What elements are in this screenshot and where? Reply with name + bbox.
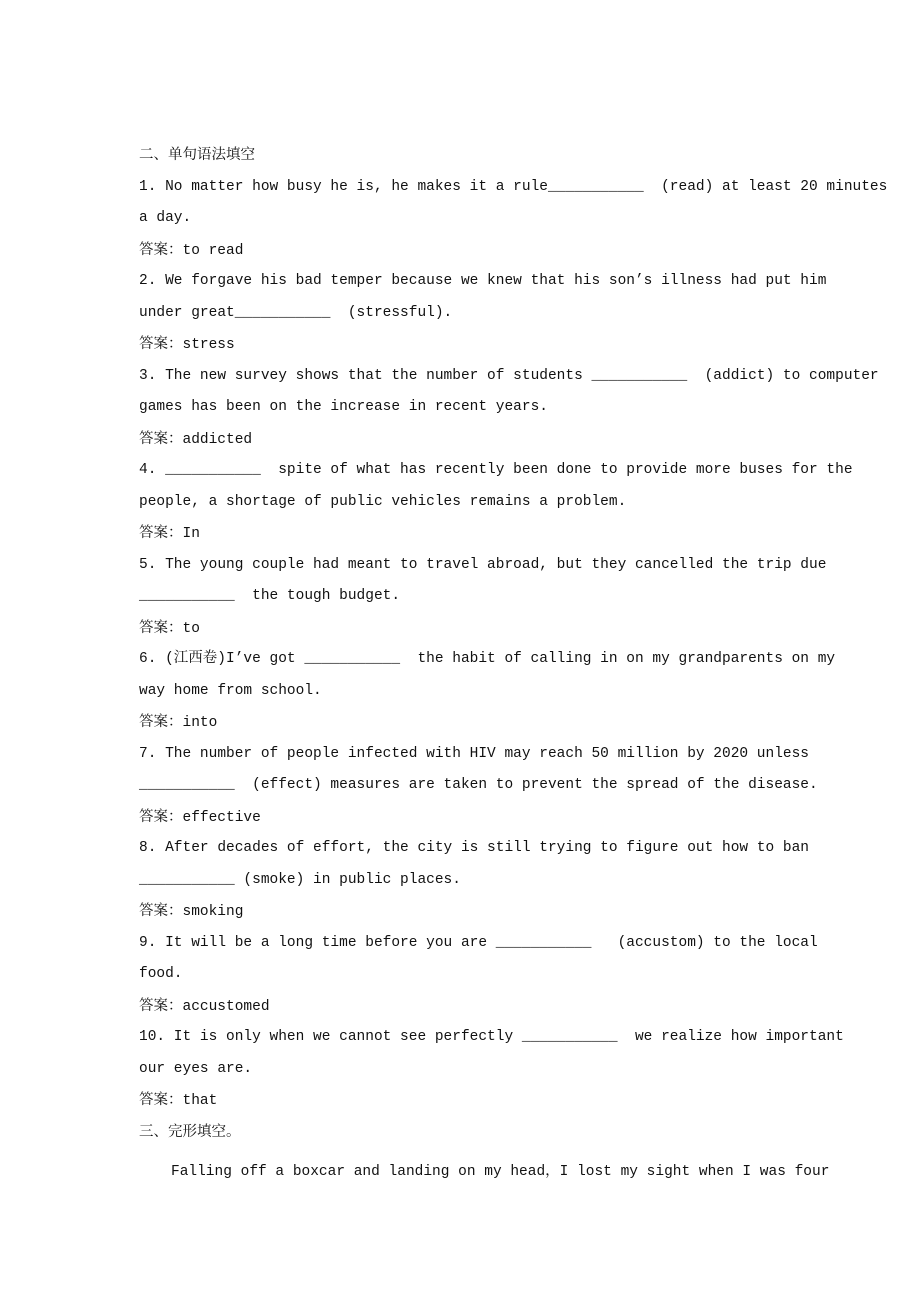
answer-value: effective xyxy=(182,809,261,826)
question-item xyxy=(139,550,839,645)
answer-label: 答案： xyxy=(139,1092,183,1108)
question-line: people, a shortage of public vehicles remains a problem. xyxy=(139,493,627,510)
question-line: ___________ (effect) measures are taken to prevent the spread of the disease. xyxy=(139,777,818,793)
question-item xyxy=(139,1022,844,1117)
answer-label: 答案： xyxy=(139,714,183,730)
answer-label: 答案： xyxy=(139,525,183,541)
answer-value: to xyxy=(182,620,200,637)
question-item xyxy=(139,172,888,267)
answer-value: addicted xyxy=(182,431,253,448)
answer-line xyxy=(139,518,839,550)
question-line: ___________ (smoke) in public places. xyxy=(139,871,461,888)
question-line: 9. It will be a long time before you are ___________ (accustom) to the local xyxy=(139,934,818,951)
answer-line xyxy=(139,613,839,645)
question-line: 5. The young couple had meant to travel abroad, but they cancelled the trip due xyxy=(139,556,827,573)
question-line: ___________ the tough budget. xyxy=(139,588,401,604)
answer-line xyxy=(139,707,839,739)
answer-line xyxy=(139,896,839,928)
section-heading-cloze: 三、完形填空。 xyxy=(139,1123,241,1140)
question-item xyxy=(139,644,839,739)
question-line: our eyes are. xyxy=(139,1060,253,1077)
answer-label: 答案： xyxy=(139,808,183,825)
question-line: 7. The number of people infected with HIV may reach 50 million by 2020 unless xyxy=(139,745,810,762)
question-line: a day. xyxy=(139,210,192,226)
question-line: 2. We forgave his bad temper because we knew that his son’s illness had put him xyxy=(139,273,827,289)
document-page xyxy=(139,140,888,1189)
answer-line xyxy=(139,802,839,834)
question-line: games has been on the increase in recent years. xyxy=(139,399,548,415)
question-line: under great___________ (stressful). xyxy=(139,304,453,321)
answer-value: stress xyxy=(182,337,235,353)
question-line: 3. The new survey shows that the number of students ___________ (addict) to computer xyxy=(139,367,879,384)
question-line: 6. (江西卷)I’ve got ___________ the habit of calling in on my grandparents on my xyxy=(139,651,836,667)
answer-value: accustomed xyxy=(182,998,270,1015)
section-heading-grammar: 二、单句语法填空 xyxy=(139,147,255,163)
question-line: 4. ___________ spite of what has recently been done to provide more buses for the xyxy=(139,462,853,478)
answer-line xyxy=(139,1085,839,1117)
question-line: food. xyxy=(139,966,183,982)
question-line: 1. No matter how busy he is, he makes it a rule___________ (read) at least 20 minutes xyxy=(139,178,888,195)
question-list xyxy=(139,172,888,1117)
question-item xyxy=(139,833,839,928)
answer-line xyxy=(139,424,839,456)
answer-label: 答案： xyxy=(139,430,183,447)
question-item xyxy=(139,266,839,361)
answer-label: 答案： xyxy=(139,903,183,919)
answer-label: 答案： xyxy=(139,619,183,636)
answer-value: to read xyxy=(182,242,244,259)
answer-label: 答案： xyxy=(139,241,183,258)
answer-value: smoking xyxy=(182,904,244,920)
answer-line xyxy=(139,235,839,267)
question-line: 10. It is only when we cannot see perfectly ___________ we realize how important xyxy=(139,1029,844,1045)
answer-label: 答案： xyxy=(139,997,183,1014)
answer-value: into xyxy=(182,715,218,731)
question-item xyxy=(139,455,853,550)
answer-value: In xyxy=(182,526,200,542)
answer-line xyxy=(139,329,839,361)
question-item xyxy=(139,361,879,456)
passage-first-line: Falling off a boxcar and landing on my head，I lost my sight when I was four xyxy=(171,1164,830,1180)
answer-value: that xyxy=(182,1093,218,1109)
question-item xyxy=(139,739,839,834)
answer-line xyxy=(139,991,839,1023)
answer-label: 答案： xyxy=(139,336,183,352)
question-line: way home from school. xyxy=(139,682,322,699)
question-item xyxy=(139,928,839,1023)
question-line: 8. After decades of effort, the city is still trying to figure out how to ban xyxy=(139,840,810,856)
